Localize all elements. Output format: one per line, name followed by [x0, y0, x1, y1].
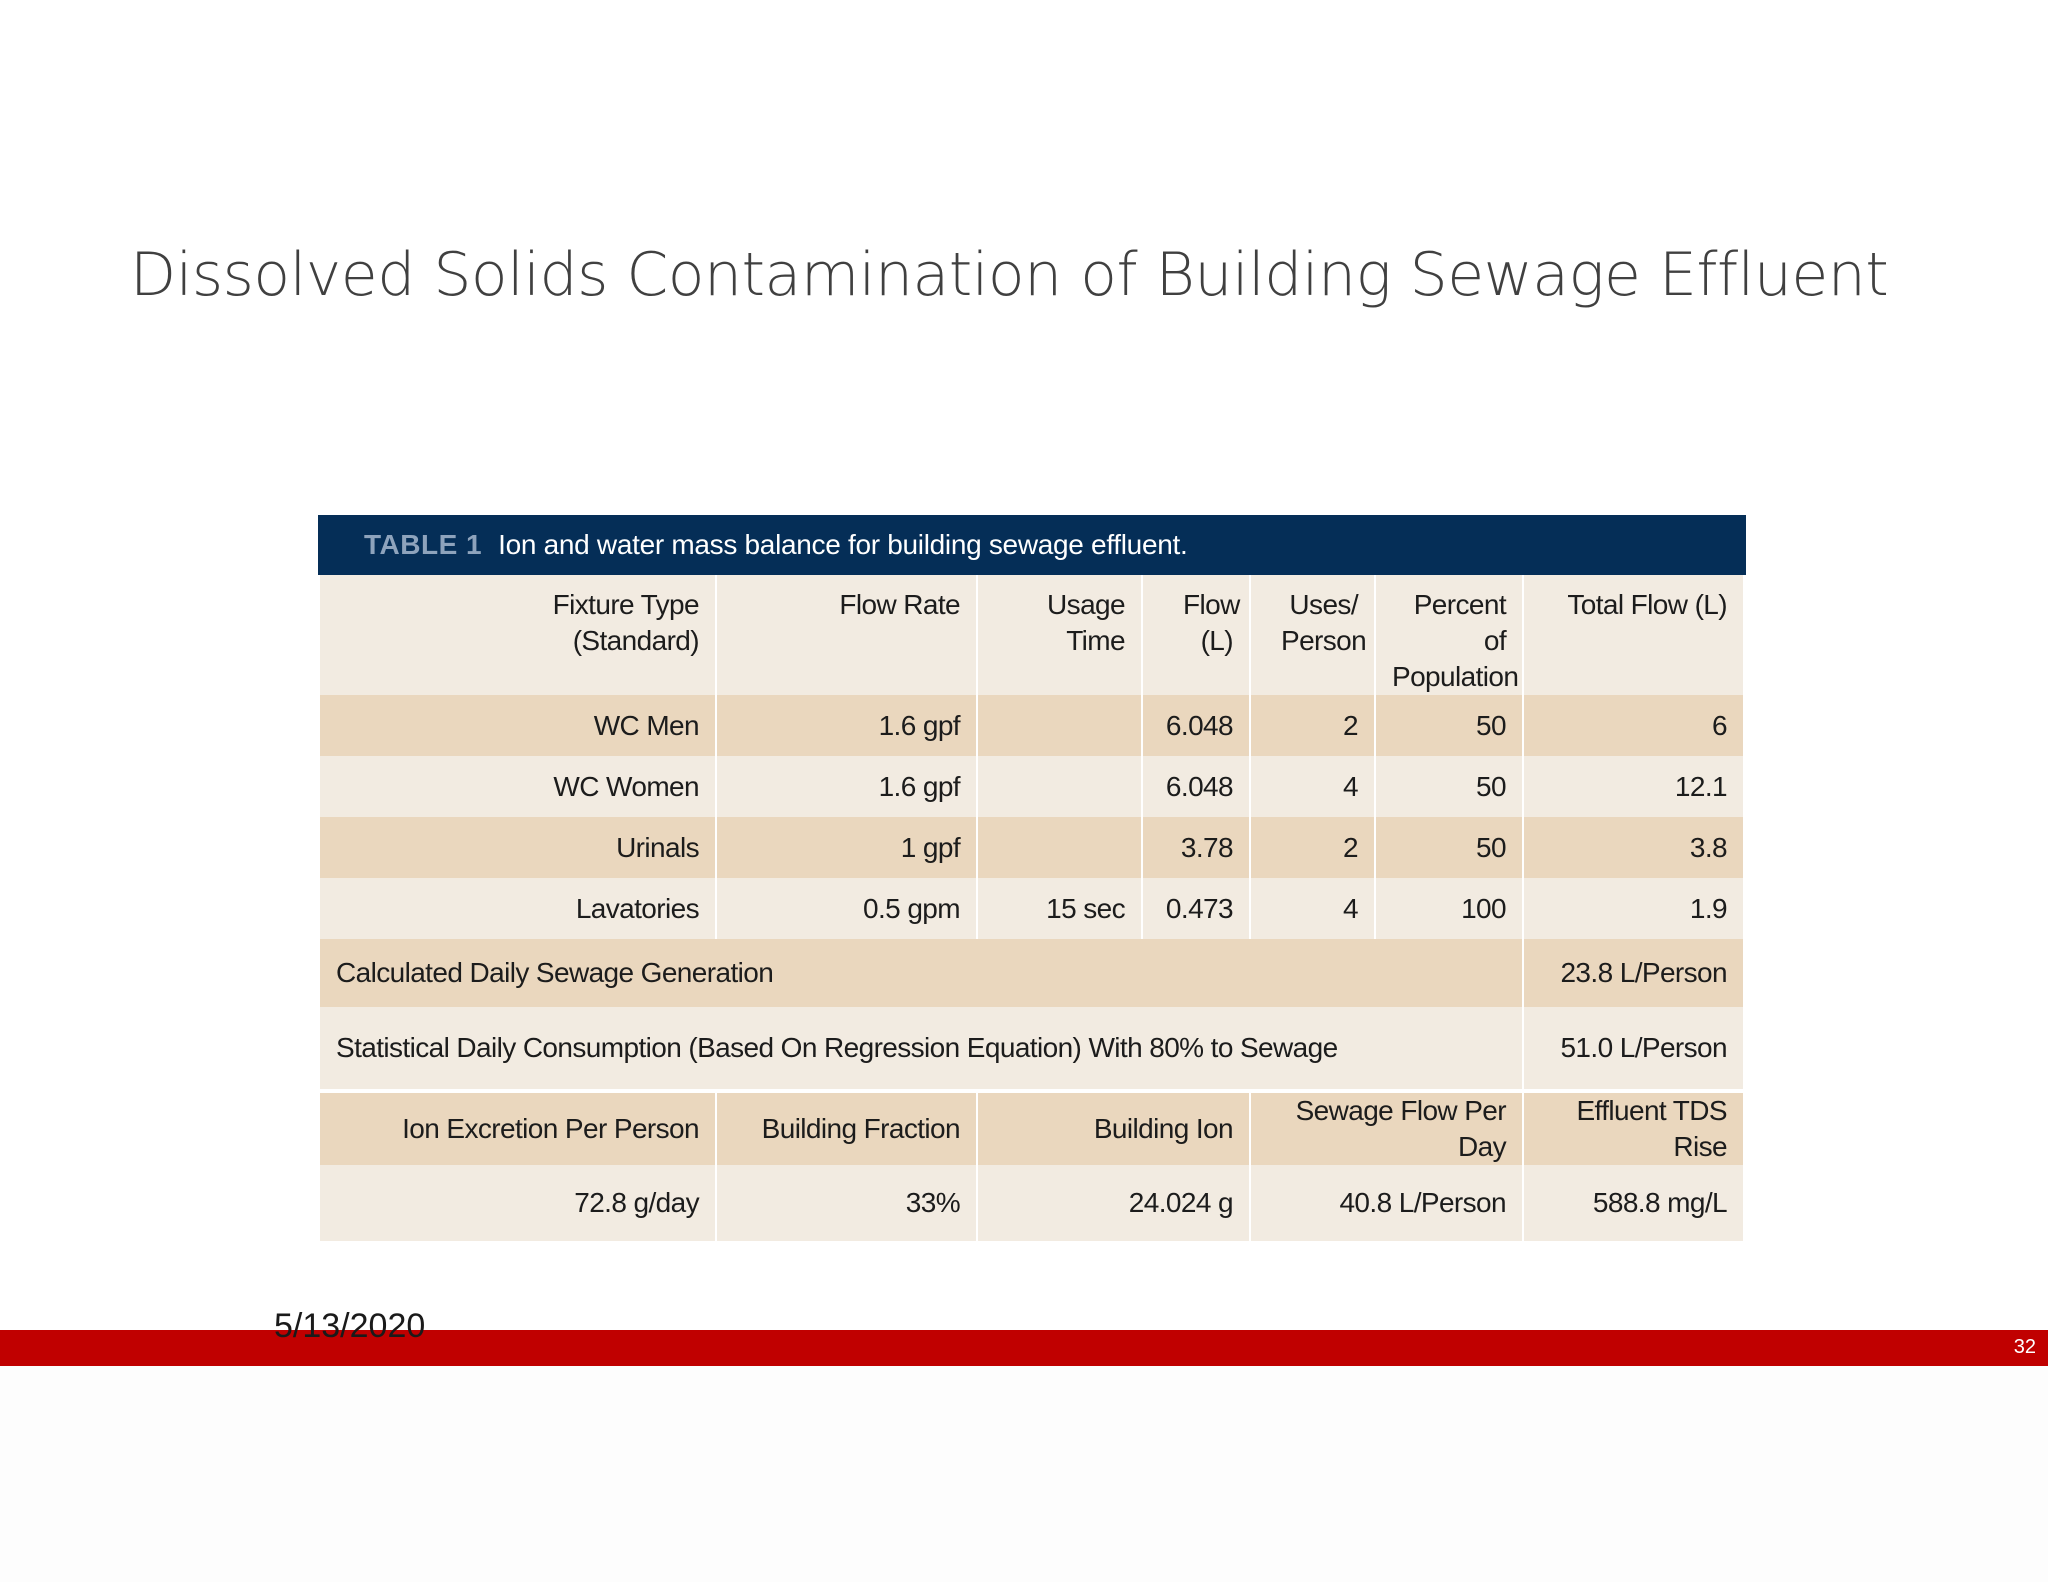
mass-balance-table: [318, 575, 1745, 1241]
cell: Lavatories: [319, 878, 716, 939]
header-flow: Flow (L): [1142, 575, 1250, 695]
cell: WC Men: [319, 695, 716, 756]
table-tag: TABLE 1: [364, 529, 483, 560]
ion-value-tds-rise: 588.8 mg/L: [1523, 1165, 1744, 1241]
cell: 50: [1375, 756, 1523, 817]
header-total-flow: Total Flow (L): [1523, 575, 1744, 695]
cell: 1 gpf: [716, 817, 977, 878]
cell: 1.6 gpf: [716, 756, 977, 817]
page-number: 32: [2013, 1336, 2036, 1358]
ion-value-excretion: 72.8 g/day: [319, 1165, 716, 1241]
cell: 6: [1523, 695, 1744, 756]
ion-header-excretion: Ion Excretion Per Person: [319, 1093, 716, 1165]
header-uses-per-person: Uses/ Person: [1250, 575, 1375, 695]
ion-value-row: [319, 1165, 1744, 1241]
cell: 1.9: [1523, 878, 1744, 939]
cell: Urinals: [319, 817, 716, 878]
cell: 4: [1250, 878, 1375, 939]
statistical-value: 51.0 L/Person: [1523, 1007, 1744, 1089]
statistical-row: [319, 1007, 1744, 1089]
table-caption-text: Ion and water mass balance for building sewage effluent.: [498, 529, 1188, 560]
header-fixture-type: Fixture Type (Standard): [319, 575, 716, 695]
calculated-label: Calculated Daily Sewage Generation: [319, 939, 1523, 1007]
header-percent-population: Percent of Population: [1375, 575, 1523, 695]
ion-value-building-ion: 24.024 g: [977, 1165, 1250, 1241]
cell: 0.5 gpm: [716, 878, 977, 939]
table-header-row: [319, 575, 1744, 695]
table-row: [319, 756, 1744, 817]
cell: 4: [1250, 756, 1375, 817]
ion-value-fraction: 33%: [716, 1165, 977, 1241]
table-row: [319, 695, 1744, 756]
table-row: [319, 817, 1744, 878]
cell: 6.048: [1142, 756, 1250, 817]
calculated-row: [319, 939, 1744, 1007]
cell: 2: [1250, 695, 1375, 756]
table-caption: [318, 515, 1746, 575]
slide-date: 5/13/2020: [274, 1307, 426, 1345]
ion-header-building-ion: Building Ion: [977, 1093, 1250, 1165]
cell: 3.78: [1142, 817, 1250, 878]
cell: 6.048: [1142, 695, 1250, 756]
cell: 50: [1375, 817, 1523, 878]
cell: 15 sec: [977, 878, 1142, 939]
cell: [977, 817, 1142, 878]
ion-header-row: [319, 1093, 1744, 1165]
cell: 100: [1375, 878, 1523, 939]
cell: [977, 756, 1142, 817]
cell: 12.1: [1523, 756, 1744, 817]
cell: 3.8: [1523, 817, 1744, 878]
cell: 1.6 gpf: [716, 695, 977, 756]
calculated-value: 23.8 L/Person: [1523, 939, 1744, 1007]
ion-header-tds-rise: Effluent TDS Rise: [1523, 1093, 1744, 1165]
data-table: [318, 515, 1746, 1241]
table-row: [319, 878, 1744, 939]
cell: WC Women: [319, 756, 716, 817]
cell: 0.473: [1142, 878, 1250, 939]
header-usage-time: Usage Time: [977, 575, 1142, 695]
slide-title: Dissolved Solids Contamination of Building Sewage Effluent: [130, 240, 1889, 310]
cell: 50: [1375, 695, 1523, 756]
header-flow-rate: Flow Rate: [716, 575, 977, 695]
cell: 2: [1250, 817, 1375, 878]
ion-value-sewage-flow: 40.8 L/Person: [1250, 1165, 1523, 1241]
ion-header-sewage-flow: Sewage Flow Per Day: [1250, 1093, 1523, 1165]
cell: [977, 695, 1142, 756]
ion-header-fraction: Building Fraction: [716, 1093, 977, 1165]
statistical-label: Statistical Daily Consumption (Based On Regression Equation) With 80% to Sewage: [319, 1007, 1523, 1089]
